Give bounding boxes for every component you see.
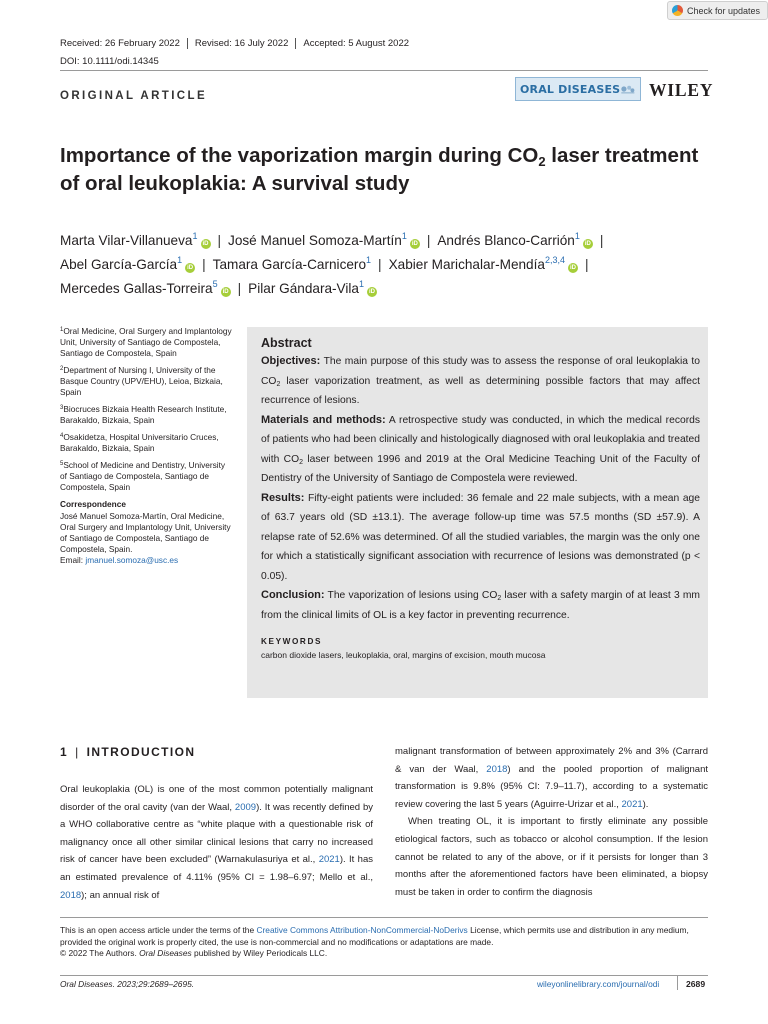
license-text: This is an open access article under the terms of the Creative Commons Attribution-NonCommercial-NoDerivs License, which permits use and distribution in any medium, provided the original work is properly cited, the use is non-commercial and no modifications or adaptations are made. © 2022 The Authors. Oral Diseases published by Wiley Periodicals LLC. xyxy=(60,925,708,960)
citation-link[interactable]: 2021 xyxy=(318,854,340,866)
abstract-box xyxy=(247,327,708,698)
footer-citation: Oral Diseases. 2023;29:2689–2695. xyxy=(60,979,195,989)
body-column-left xyxy=(60,781,373,904)
license-link[interactable]: Creative Commons Attribution-NonCommercial-NoDerivs xyxy=(256,925,468,935)
license-divider xyxy=(60,917,708,918)
orcid-icon[interactable]: iD xyxy=(584,241,591,247)
citation-link[interactable]: 2018 xyxy=(486,763,508,775)
citation-link[interactable]: 2018 xyxy=(60,889,82,901)
author[interactable]: Xabier Marichalar-Mendía$^{2,3,4}$iD xyxy=(388,255,576,272)
correspondence-text: José Manuel Somoza-Martín, Oral Medicine, Oral Surgery and Implantology Unit, University of Santiago de Compostela, Santiago de Compostela, Spain. xyxy=(60,511,231,554)
author[interactable]: Marta Vilar-Villanueva$^1$iD xyxy=(60,231,209,248)
crossmark-icon xyxy=(672,5,683,16)
author[interactable]: Andrés Blanco-Carrión$^1$iD xyxy=(437,231,591,248)
orcid-icon[interactable]: iD xyxy=(369,289,375,295)
copyright: © 2022 The Authors. Oral Diseases published by Wiley Periodicals LLC. xyxy=(60,948,328,959)
footer-separator xyxy=(677,976,678,990)
received-date: Received: 26 February 2022 xyxy=(60,38,180,49)
header-divider xyxy=(60,70,708,71)
body-paragraph: When treating OL, it is important to firstly eliminate any possible etiological factors, such as tobacco or alcohol consumption. If the lesion cannot be related to any of the above, or if it persists for longer than 3 months after the aforementioned factors have been eliminated, a biopsy must be taken in order to confirm the diagnosis xyxy=(395,816,708,898)
abstract-results: Results: Fifty-eight patients were included: 36 female and 22 male subjects, with a mean age of 63.7 years old (SD ±13.1). The average follow-up time was 57.5 months (SD ±57.9). A relapse rate of 52.6% was determined. Of all the studied variables, the margin was the only one for which a statistically significant association with recurrence of lesions was demonstrated (p < 0.05). xyxy=(261,491,700,582)
affiliation: $^2$Department of Nursing I, University of the Basque Country (UPV/EHU), Leioa, Bizkaia, Spain xyxy=(60,365,223,397)
affiliation: $^3$Biocruces Bizkaia Health Research Institute, Barakaldo, Bizkaia, Spain xyxy=(60,404,227,425)
abstract-objectives: Objectives: The main purpose of this study was to assess the response of oral leukoplakia to $CO_2$ laser vaporization treatment, as well as determining possible factors that may affect recurrence of lesions. xyxy=(261,355,700,406)
journal-logo-text: ORAL DISEASES xyxy=(520,82,621,96)
abstract-heading: Abstract xyxy=(261,336,312,350)
journal-logo[interactable] xyxy=(515,77,641,101)
affiliation: $^5$School of Medicine and Dentistry, University of Santiago de Compostela, Santiago de Compostela, Spain xyxy=(60,460,226,492)
section-heading: 1 | INTRODUCTION xyxy=(60,745,196,759)
correspondence-heading: Correspondence xyxy=(60,499,126,509)
keywords: carbon dioxide lasers, leukoplakia, oral, margins of excision, mouth mucosa xyxy=(261,650,546,660)
footer-journal-link[interactable]: wileyonlinelibrary.com/journal/odi xyxy=(537,979,660,989)
footer-divider xyxy=(60,975,708,976)
affiliations xyxy=(60,326,232,566)
author-list: Marta Vilar-Villanueva$^1$iD | José Manuel Somoza-Martín$^1$iD | Andrés Blanco-Carrión$^1$iD | Abel García-García$^1$iD | Tamara García-Carnicero$^1$ | Xabier Marichalar-Mendía$^{2,3,4}$iD | Mercedes Gallas-Torreira$^5$iD | Pilar Gándara-Vila$^1$iD xyxy=(60,231,604,296)
check-for-updates-label: Check for updates xyxy=(687,5,761,16)
publisher-logo[interactable]: WILEY xyxy=(649,80,714,100)
citation-link[interactable]: 2009 xyxy=(234,801,257,813)
check-for-updates-button[interactable] xyxy=(667,1,768,20)
orcid-icon[interactable]: iD xyxy=(187,265,194,271)
author[interactable]: Abel García-García$^1$iD xyxy=(60,255,194,272)
accepted-date: Accepted: 5 August 2022 xyxy=(295,38,416,49)
revised-date: Revised: 16 July 2022 xyxy=(187,38,295,49)
citation-link[interactable]: 2021 xyxy=(621,798,643,810)
abstract-methods: Materials and methods: A retrospective study was conducted, in which the medical records of patients who had been clinically and histologically diagnosed with oral leukoplakia and treated with $CO_2$ laser between 1996 and 2019 at the Oral Medicine Teaching Unit of the Faculty of Dentistry of the University of Santiago de Compostela were reviewed. xyxy=(261,413,701,484)
orcid-icon[interactable]: iD xyxy=(411,241,418,247)
body-paragraph: Oral leukoplakia (OL) is one of the most common potentially malignant disorder of the oral cavity (van der Waal, 2009). It was recently defined by a WHO collaborative centre as “white plaque with a questionable risk of malignancy once all other similar clinical lesions that carry no increased risk of cancer have been excluded” (Warnakulasuriya et al., 2021). It has an estimated prevalence of 4.11% (95% CI = 1.98–6.97; Mello et al., 2018); an annual risk of xyxy=(60,784,373,901)
orcid-icon[interactable]: iD xyxy=(202,241,209,247)
article-dates xyxy=(60,38,416,49)
article-type: ORIGINAL ARTICLE xyxy=(60,90,208,102)
author[interactable]: Mercedes Gallas-Torreira$^5$iD xyxy=(60,279,229,296)
journal-logo-icon xyxy=(620,81,636,97)
article-title: Importance of the vaporization margin during $CO_2$ laser treatment of oral leukoplakia: A survival study xyxy=(60,144,699,195)
author[interactable]: Tamara García-Carnicero$^1$ xyxy=(212,255,372,272)
email-link[interactable]: jmanuel.somoza@usc.es xyxy=(85,555,179,565)
affiliation: $^4$Osakidetza, Hospital Universitario Cruces, Barakaldo, Bizkaia, Spain xyxy=(60,432,219,453)
author[interactable]: Pilar Gándara-Vila$^1$iD xyxy=(248,279,375,296)
page-number: 2689 xyxy=(686,979,706,989)
body-column-right xyxy=(395,743,708,901)
author[interactable]: José Manuel Somoza-Martín$^1$iD xyxy=(228,231,418,248)
correspondence-email: Email: jmanuel.somoza@usc.es xyxy=(60,555,179,565)
doi[interactable]: DOI: 10.1111/odi.14345 xyxy=(60,56,159,67)
orcid-icon[interactable]: iD xyxy=(570,265,576,271)
abstract-conclusion: Conclusion: The vaporization of lesions using $CO_2$ laser with a safety margin of at least 3 mm from the clinical limits of OL is a key factor in preventing recurrence. xyxy=(261,589,701,621)
orcid-icon[interactable]: iD xyxy=(222,289,229,295)
affiliation: $^1$Oral Medicine, Oral Surgery and Implantology Unit, University of Santiago de Compostela, Santiago de Compostela, Spain xyxy=(60,326,232,358)
keywords-heading: KEYWORDS xyxy=(261,637,323,646)
body-paragraph: malignant transformation of between approximately 2% and 3% (Carrard & van der Waal, 2018) and the pooled proportion of malignant transformation is 9.8% (95% CI: 7.9–11.7), according to a systematic review covering the last 5 years (Aguirre-Urizar et al., 2021). xyxy=(395,746,708,810)
